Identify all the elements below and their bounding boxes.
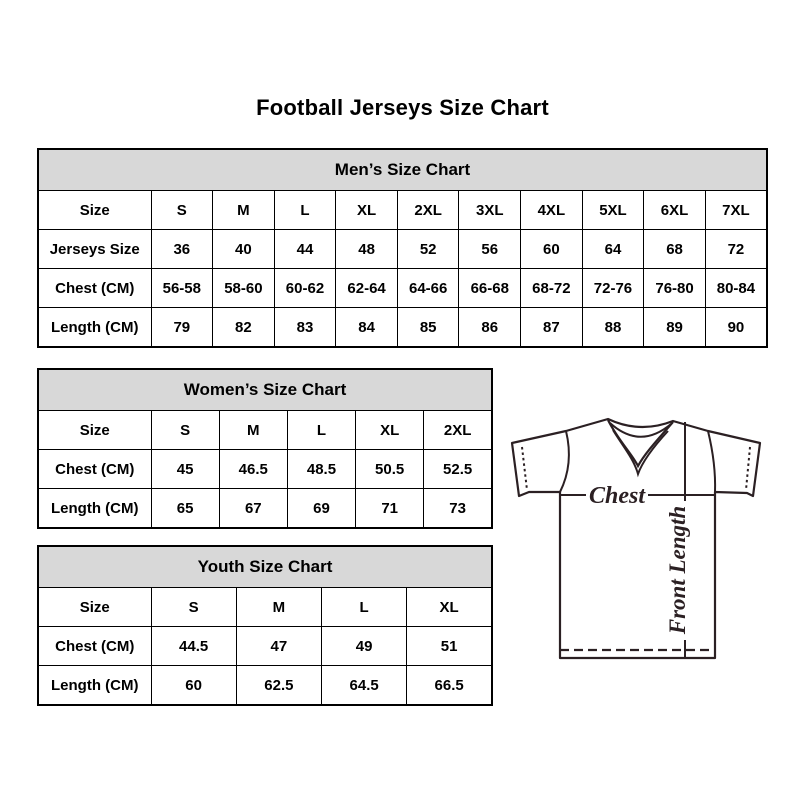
- value-cell: 82: [213, 308, 275, 348]
- row-label: Jerseys Size: [38, 230, 151, 269]
- column-header: XL: [356, 411, 424, 450]
- column-header: L: [322, 588, 407, 627]
- value-cell: 56: [459, 230, 521, 269]
- value-cell: 64-66: [397, 269, 459, 308]
- data-row: [38, 489, 492, 529]
- value-cell: 84: [336, 308, 398, 348]
- value-cell: 52: [397, 230, 459, 269]
- value-cell: 89: [644, 308, 706, 348]
- row-label: Chest (CM): [38, 450, 151, 489]
- column-header: S: [151, 588, 236, 627]
- value-cell: 90: [705, 308, 767, 348]
- value-cell: 66-68: [459, 269, 521, 308]
- column-header: L: [287, 411, 355, 450]
- column-header: XL: [407, 588, 492, 627]
- jersey-diagram: [502, 406, 772, 668]
- column-header: M: [213, 191, 275, 230]
- row-label: Length (CM): [38, 666, 151, 706]
- row-label: Length (CM): [38, 308, 151, 348]
- column-header: S: [151, 411, 219, 450]
- column-header: 6XL: [644, 191, 706, 230]
- value-cell: 60: [151, 666, 236, 706]
- value-cell: 56-58: [151, 269, 213, 308]
- value-cell: 69: [287, 489, 355, 529]
- header-row: [38, 191, 767, 230]
- column-header: S: [151, 191, 213, 230]
- row-label: Size: [38, 411, 151, 450]
- data-row: [38, 230, 767, 269]
- jersey-outline: [512, 419, 760, 658]
- value-cell: 73: [424, 489, 492, 529]
- data-row: [38, 308, 767, 348]
- chest-label: Chest: [588, 483, 646, 509]
- value-cell: 65: [151, 489, 219, 529]
- value-cell: 72-76: [582, 269, 644, 308]
- value-cell: 47: [236, 627, 321, 666]
- header-row: [38, 588, 492, 627]
- value-cell: 80-84: [705, 269, 767, 308]
- data-row: [38, 269, 767, 308]
- column-header: 5XL: [582, 191, 644, 230]
- value-cell: 40: [213, 230, 275, 269]
- column-header: 3XL: [459, 191, 521, 230]
- value-cell: 48: [336, 230, 398, 269]
- front-length-label: Front Length: [665, 505, 690, 635]
- row-label: Size: [38, 191, 151, 230]
- youth-size-table: [37, 545, 493, 706]
- jersey-diagram-svg: [502, 406, 772, 668]
- value-cell: 58-60: [213, 269, 275, 308]
- column-header: L: [274, 191, 336, 230]
- value-cell: 44: [274, 230, 336, 269]
- value-cell: 68: [644, 230, 706, 269]
- value-cell: 44.5: [151, 627, 236, 666]
- row-label: Size: [38, 588, 151, 627]
- value-cell: 87: [521, 308, 583, 348]
- value-cell: 62.5: [236, 666, 321, 706]
- header-row: [38, 411, 492, 450]
- page-title: Football Jerseys Size Chart: [256, 95, 549, 120]
- value-cell: 46.5: [219, 450, 287, 489]
- table-section-title: Women’s Size Chart: [38, 369, 492, 411]
- column-header: XL: [336, 191, 398, 230]
- value-cell: 52.5: [424, 450, 492, 489]
- value-cell: 62-64: [336, 269, 398, 308]
- data-row: [38, 627, 492, 666]
- table-section-title: Youth Size Chart: [38, 546, 492, 588]
- column-header: 2XL: [397, 191, 459, 230]
- womens-size-table: [37, 368, 493, 529]
- data-row: [38, 666, 492, 706]
- value-cell: 45: [151, 450, 219, 489]
- value-cell: 76-80: [644, 269, 706, 308]
- value-cell: 60-62: [274, 269, 336, 308]
- column-header: 7XL: [705, 191, 767, 230]
- column-header: 2XL: [424, 411, 492, 450]
- value-cell: 72: [705, 230, 767, 269]
- value-cell: 48.5: [287, 450, 355, 489]
- value-cell: 86: [459, 308, 521, 348]
- value-cell: 49: [322, 627, 407, 666]
- value-cell: 83: [274, 308, 336, 348]
- value-cell: 88: [582, 308, 644, 348]
- value-cell: 64: [582, 230, 644, 269]
- value-cell: 71: [356, 489, 424, 529]
- value-cell: 50.5: [356, 450, 424, 489]
- value-cell: 68-72: [521, 269, 583, 308]
- row-label: Chest (CM): [38, 627, 151, 666]
- column-header: M: [236, 588, 321, 627]
- value-cell: 51: [407, 627, 492, 666]
- row-label: Chest (CM): [38, 269, 151, 308]
- row-label: Length (CM): [38, 489, 151, 529]
- column-header: 4XL: [521, 191, 583, 230]
- column-header: M: [219, 411, 287, 450]
- data-row: [38, 450, 492, 489]
- value-cell: 67: [219, 489, 287, 529]
- value-cell: 64.5: [322, 666, 407, 706]
- mens-size-table: [37, 148, 768, 348]
- value-cell: 66.5: [407, 666, 492, 706]
- value-cell: 79: [151, 308, 213, 348]
- value-cell: 36: [151, 230, 213, 269]
- table-section-title: Men’s Size Chart: [38, 149, 767, 191]
- value-cell: 60: [521, 230, 583, 269]
- value-cell: 85: [397, 308, 459, 348]
